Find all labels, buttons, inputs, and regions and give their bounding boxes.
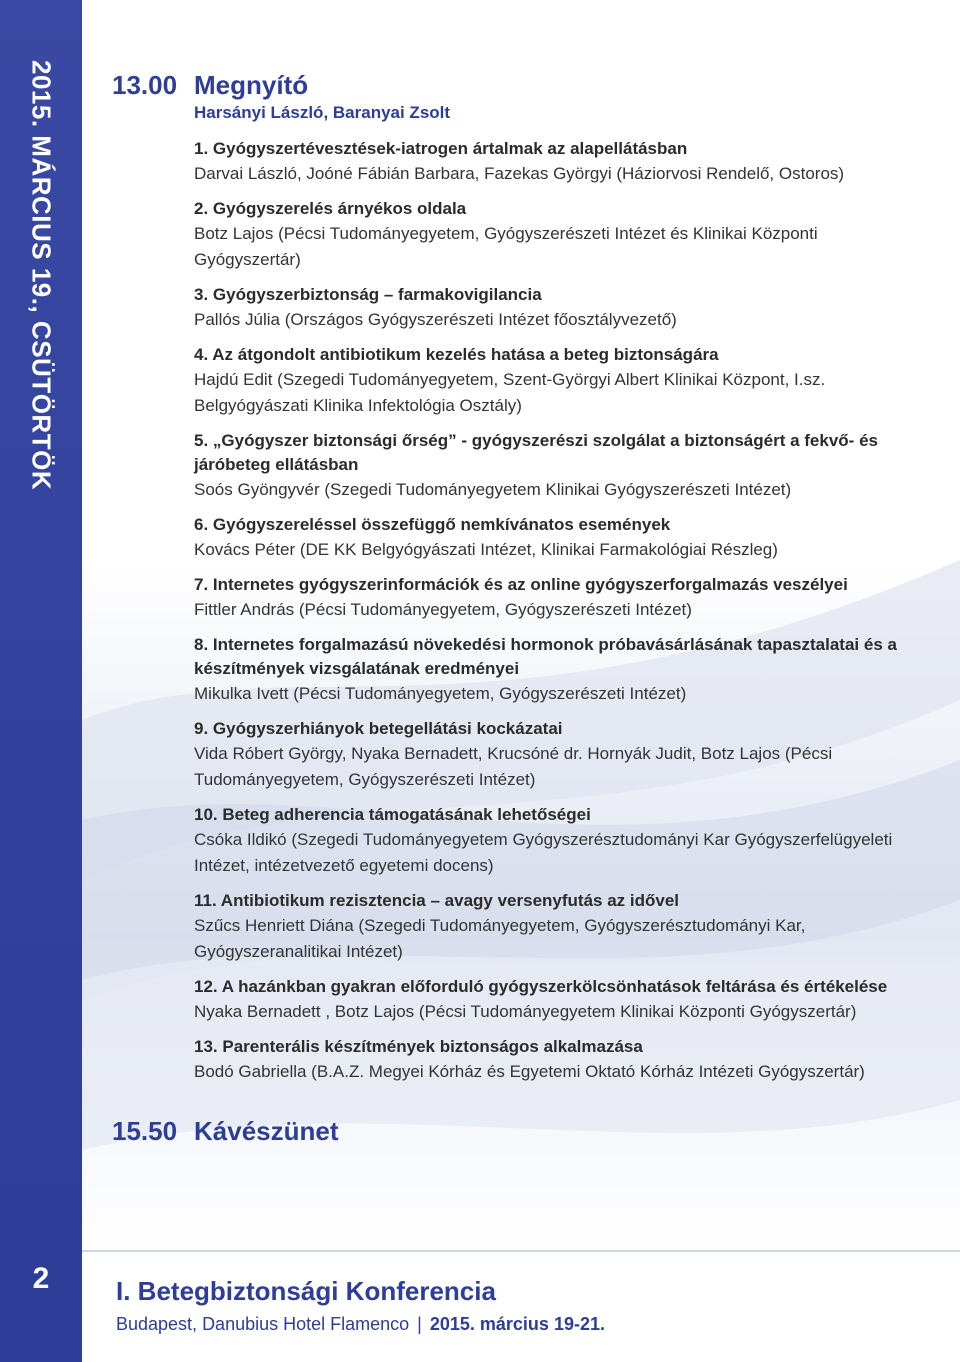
talk-title: 10. Beteg adherencia támogatásának lehetőségei: [194, 805, 591, 824]
talk-list: [194, 137, 902, 1085]
talk-speakers: Pallós Júlia (Országos Gyógyszerészeti Intézet főosztályvezető): [194, 310, 677, 329]
sidebar-date: 2015. MÁRCIUS 19., CSÜTÖRTÖK: [26, 60, 57, 491]
talk-item: [194, 889, 902, 965]
session-time: 13.00: [112, 70, 178, 100]
talk-title: 6. Gyógyszereléssel összefüggő nemkívánatos események: [194, 515, 671, 534]
talk-title: 13. Parenterális készítmények biztonságos alkalmazása: [194, 1037, 643, 1056]
talk-item: [194, 283, 902, 333]
talk-item: [194, 717, 902, 793]
talk-title: 4. Az átgondolt antibiotikum kezelés hatása a beteg biztonságára: [194, 345, 719, 364]
talk-speakers: Fittler András (Pécsi Tudományegyetem, Gyógyszerészeti Intézet): [194, 600, 692, 619]
coffee-break: [112, 1116, 339, 1147]
session-chairs: Harsányi László, Baranyai Zsolt: [194, 103, 451, 122]
program-content: [112, 70, 902, 1095]
talk-speakers: Bodó Gabriella (B.A.Z. Megyei Kórház és Egyetemi Oktató Kórház Intézeti Gyógyszertár): [194, 1062, 865, 1081]
talk-speakers: Soós Gyöngyvér (Szegedi Tudományegyetem Klinikai Gyógyszerészeti Intézet): [194, 480, 792, 499]
talk-speakers: Csóka Ildikó (Szegedi Tudományegyetem Gyógyszerésztudományi Kar Gyógyszerfelügyeleti Intézet, intézetvezető egyetemi docens): [194, 830, 893, 875]
talk-speakers: Botz Lajos (Pécsi Tudományegyetem, Gyógyszerészeti Intézet és Klinikai Központi Gyógyszertár): [194, 224, 818, 269]
talk-item: [194, 573, 902, 623]
talk-item: [194, 513, 902, 563]
sidebar: [0, 0, 82, 1250]
talk-item: [194, 1035, 902, 1085]
talk-speakers: Szűcs Henriett Diána (Szegedi Tudományegyetem, Gyógyszerésztudományi Kar, Gyógyszeranalitikai Intézet): [194, 916, 806, 961]
talk-item: [194, 197, 902, 273]
talk-title: 5. „Gyógyszer biztonsági őrség” - gyógyszerészi szolgálat a biztonságért a fekvő- és járóbeteg ellátásban: [194, 431, 878, 474]
talk-speakers: Darvai László, Joóné Fábián Barbara, Fazekas Györgyi (Háziorvosi Rendelő, Ostoros): [194, 164, 845, 183]
talk-title: 1. Gyógyszertévesztések-iatrogen ártalmak az alapellátásban: [194, 139, 688, 158]
talk-title: 9. Gyógyszerhiányok betegellátási kockázatai: [194, 719, 563, 738]
conference-location: Budapest, Danubius Hotel Flamenco: [116, 1314, 410, 1334]
talk-title: 7. Internetes gyógyszerinformációk és az online gyógyszerforgalmazás veszélyei: [194, 575, 848, 594]
talk-item: [194, 429, 902, 503]
talk-speakers: Vida Róbert György, Nyaka Bernadett, Krucsóné dr. Hornyák Judit, Botz Lajos (Pécsi Tudományegyetem, Gyógyszerészeti Intézet): [194, 744, 833, 789]
break-title: Kávészünet: [194, 1116, 339, 1146]
talk-item: [194, 803, 902, 879]
talk-title: 8. Internetes forgalmazású növekedési hormonok próbavásárlásának tapasztalatai és a készítmények vizsgálatának eredményei: [194, 635, 897, 678]
talk-item: [194, 633, 902, 707]
footer-separator: |: [417, 1314, 422, 1334]
talk-item: [194, 343, 902, 419]
talk-item: [194, 975, 902, 1025]
talk-title: 11. Antibiotikum rezisztencia – avagy versenyfutás az idővel: [194, 891, 680, 910]
talk-item: [194, 137, 902, 187]
break-time: 15.50: [112, 1116, 178, 1146]
conference-dates: 2015. március 19-21.: [429, 1314, 605, 1334]
footer-divider: [82, 1250, 960, 1252]
talk-speakers: Mikulka Ivett (Pécsi Tudományegyetem, Gyógyszerészeti Intézet): [194, 684, 687, 703]
conference-details: [116, 1314, 605, 1335]
talk-title: 12. A hazánkban gyakran előforduló gyógyszerkölcsönhatások feltárása és értékelése: [194, 977, 888, 996]
talk-title: 2. Gyógyszerelés árnyékos oldala: [194, 199, 467, 218]
conference-title: I. Betegbiztonsági Konferencia: [116, 1276, 496, 1306]
talk-speakers: Nyaka Bernadett , Botz Lajos (Pécsi Tudományegyetem Klinikai Központi Gyógyszertár): [194, 1002, 857, 1021]
talk-speakers: Hajdú Edit (Szegedi Tudományegyetem, Szent-Györgyi Albert Klinikai Központ, I.sz. Belgyógyászati Klinika Infektológia Osztály): [194, 370, 826, 415]
page-number: 2: [32, 1262, 50, 1295]
talk-speakers: Kovács Péter (DE KK Belgyógyászati Intézet, Klinikai Farmakológiai Részleg): [194, 540, 778, 559]
session-title: Megnyító: [194, 70, 309, 100]
talk-title: 3. Gyógyszerbiztonság – farmakovigilancia: [194, 285, 542, 304]
session-header: [112, 70, 902, 101]
